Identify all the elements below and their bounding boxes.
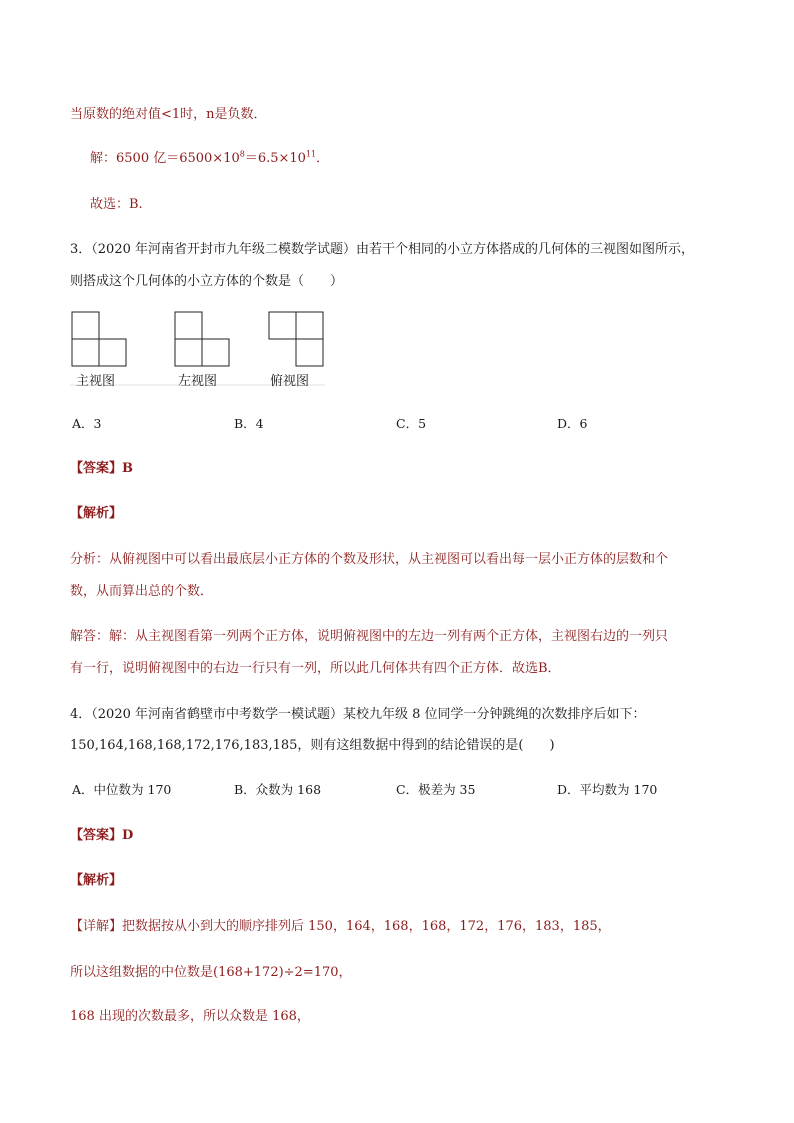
prev-choose: 故选：B. bbox=[90, 197, 143, 212]
q4-answer: 【答案】D bbox=[70, 828, 134, 843]
q3-option-a: A．3 bbox=[72, 416, 102, 431]
prev-solution-exp2: 11 bbox=[305, 149, 317, 159]
q4-mode: 168 出现的次数最多，所以众数是 168， bbox=[70, 1009, 310, 1024]
q4-option-c: C．极差为 35 bbox=[396, 782, 476, 797]
q3-answer: 【答案】B bbox=[70, 461, 133, 476]
q4-option-b: B．众数为 168 bbox=[234, 782, 322, 797]
q3-analysis-title: 【解析】 bbox=[70, 506, 123, 521]
q3-stem-line2: 则搭成这个几何体的小立方体的个数是（ ） bbox=[70, 274, 344, 289]
q4-option-d: D．平均数为 170 bbox=[557, 782, 658, 797]
front-view-label: 主视图 bbox=[76, 374, 116, 389]
front-view-figure bbox=[72, 312, 126, 366]
left-view-label: 左视图 bbox=[178, 374, 218, 389]
prev-note: 当原数的绝对值<1时，n是负数． bbox=[70, 107, 267, 122]
left-view-figure bbox=[175, 312, 229, 366]
q3-solution-line2: 有一行，说明俯视图中的右边一行只有一列，所以此几何体共有四个正方体．故选B． bbox=[70, 661, 561, 676]
q4-stem-line2: 150,164,168,168,172,176,183,185，则有这组数据中得到的结论错误的是( ) bbox=[70, 738, 555, 753]
q3-stem-line1: 3．（2020 年河南省开封市九年级二模数学试题）由若干个相同的小立方体搭成的几何体的三视图如图所示， bbox=[70, 242, 694, 257]
prev-solution-end: ． bbox=[316, 151, 330, 166]
prev-solution-prefix: 解：6500 亿＝6500×10 bbox=[90, 151, 240, 166]
q4-analysis-title: 【解析】 bbox=[70, 873, 123, 888]
q4-stem-line1: 4．（2020 年河南省鹤壁市中考数学一模试题）某校九年级 8 位同学一分钟跳绳的次数排序后如下： bbox=[70, 707, 646, 722]
top-view-figure bbox=[269, 312, 323, 366]
q4-median: 所以这组数据的中位数是(168+172)÷2=170， bbox=[70, 965, 352, 980]
q3-option-d: D．6 bbox=[557, 416, 588, 431]
prev-solution-mid: ＝6.5×10 bbox=[244, 151, 306, 166]
q3-analysis-line1: 分析：从俯视图中可以看出最底层小正方体的个数及形状，从主视图可以看出每一层小正方体的层数和个 bbox=[70, 552, 669, 567]
q3-solution-line1: 解答：解：从主视图看第一列两个正方体，说明俯视图中的左边一列有两个正方体，主视图右边的一列只 bbox=[70, 629, 669, 644]
top-view-label: 俯视图 bbox=[270, 374, 310, 389]
prev-solution bbox=[90, 147, 329, 166]
q3-option-c: C．5 bbox=[396, 416, 427, 431]
prev-solution-exp1: 8 bbox=[239, 149, 245, 159]
q3-option-b: B．4 bbox=[234, 416, 264, 431]
q4-option-a: A．中位数为 170 bbox=[72, 782, 172, 797]
q4-detail: 【详解】把数据按从小到大的顺序排列后 150，164，168，168，172，176，183，185， bbox=[70, 919, 611, 934]
q3-analysis-line2: 数，从而算出总的个数． bbox=[70, 584, 214, 599]
